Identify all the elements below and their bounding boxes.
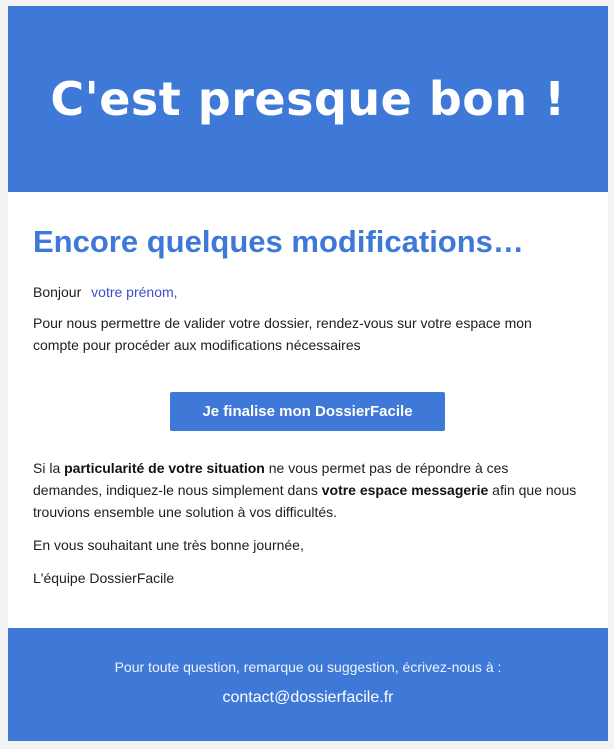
hero-title: C'est presque bon !: [50, 72, 566, 126]
contact-email-link[interactable]: contact@dossierfacile.fr: [222, 689, 394, 706]
greeting-line: [33, 281, 578, 303]
hero-banner: [8, 6, 608, 192]
particular-text-1: Si la: [33, 460, 65, 476]
recipient-name-placeholder: votre prénom,: [91, 284, 178, 300]
intro-paragraph: Pour nous permettre de valider votre dossier, rendez-vous sur votre espace mon compte pour procéder aux modifications nécessaires: [33, 315, 532, 353]
particular-bold-situation: particularité de votre situation: [64, 460, 265, 476]
finalize-dossier-button[interactable]: Je finalise mon DossierFacile: [170, 392, 445, 431]
messaging-space-link: votre espace messagerie: [321, 482, 489, 498]
particular-text-3: afin que nous trouvions ensemble une solution à vos difficultés.: [33, 482, 577, 520]
footer: [8, 628, 608, 741]
page-heading: Encore quelques modifications…: [33, 224, 524, 259]
closing-wish: En vous souhaitant une très bonne journée,: [33, 537, 304, 553]
footer-question: Pour toute question, remarque ou suggestion, écrivez-nous à :: [114, 659, 502, 675]
signature: L'équipe DossierFacile: [33, 570, 175, 586]
footer-email-wrapper: [8, 689, 608, 707]
particular-situation-paragraph: [33, 457, 578, 523]
particular-text-2: ne vous permet pas de répondre à ces demandes, indiquez-le nous simplement dans: [33, 460, 509, 498]
greeting-text: Bonjour: [33, 284, 82, 300]
email-container: [8, 6, 608, 741]
